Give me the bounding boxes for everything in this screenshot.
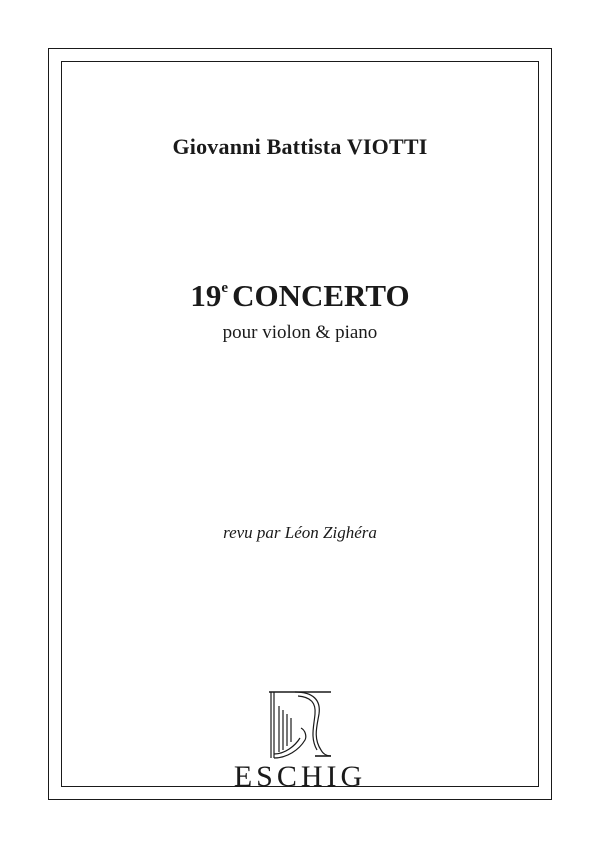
inner-border xyxy=(61,61,539,787)
title-word: CONCERTO xyxy=(232,278,410,313)
work-title xyxy=(0,268,600,316)
harp-logo-icon xyxy=(265,688,335,760)
title-number: 19 xyxy=(190,278,222,313)
publisher-name: ESCHIG xyxy=(233,760,367,793)
composer-name: Giovanni Battista VIOTTI xyxy=(172,134,428,159)
title-superscript: e xyxy=(221,280,229,296)
instrumentation: pour violon & piano xyxy=(222,322,378,343)
editor-credit: revu par Léon Zighéra xyxy=(223,523,377,542)
